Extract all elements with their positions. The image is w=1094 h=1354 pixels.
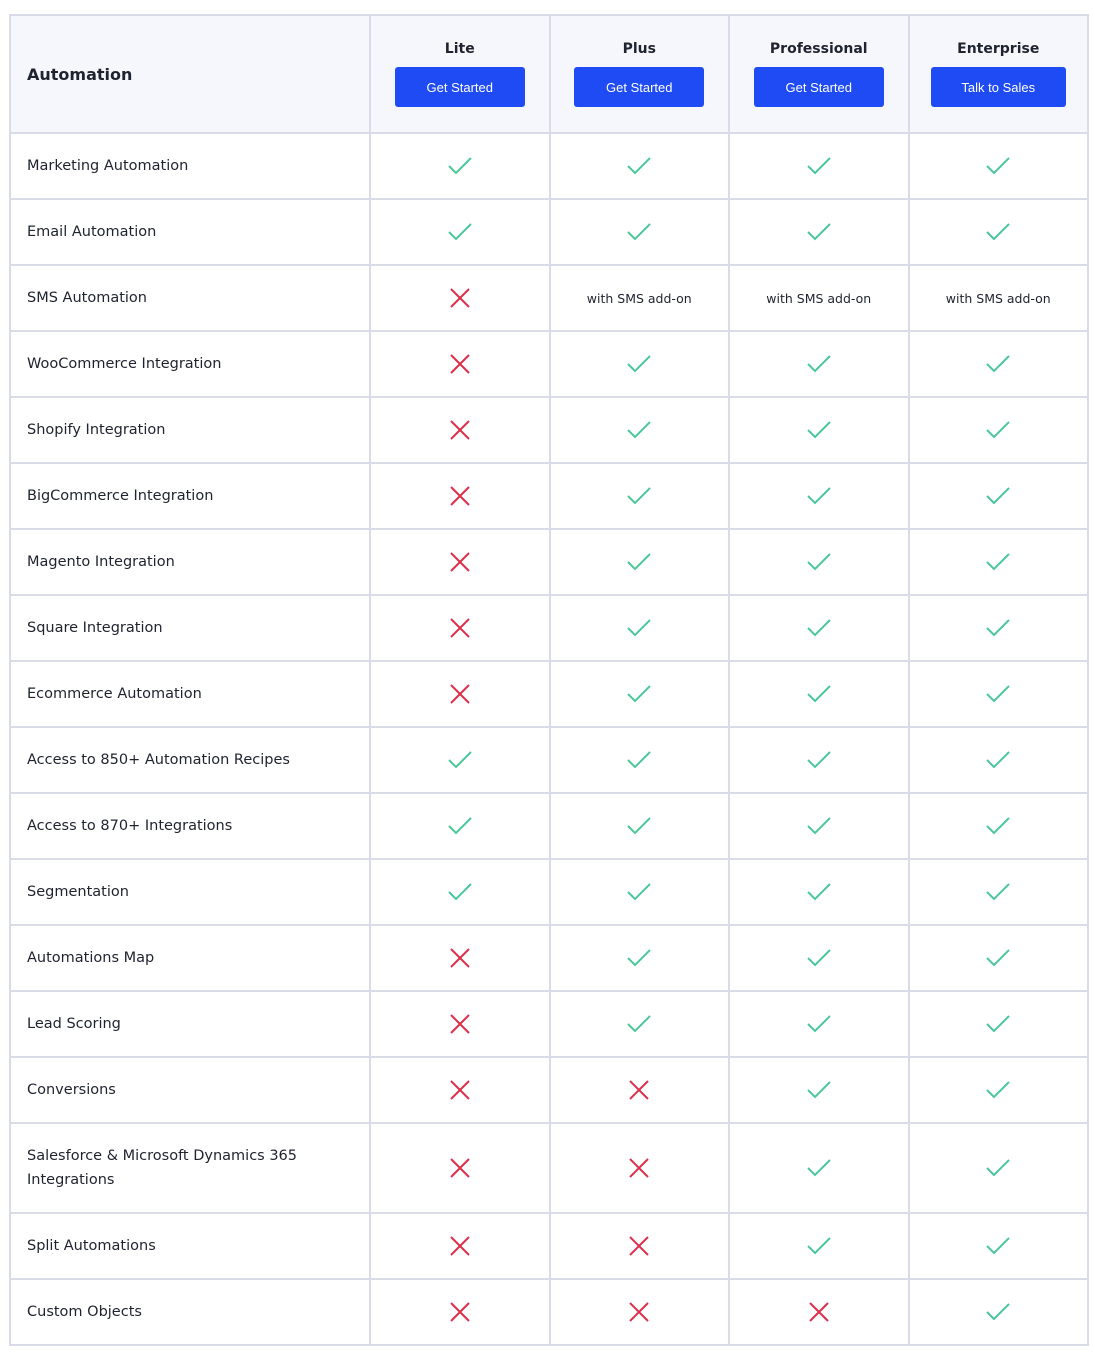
- feature-cell: [729, 1057, 909, 1123]
- feature-cell: [550, 727, 730, 793]
- table-row: [10, 397, 1088, 463]
- check-icon: [985, 1016, 1011, 1031]
- feature-label: Automations Map: [10, 925, 370, 991]
- feature-cell: [729, 991, 909, 1057]
- feature-cell: [550, 1123, 730, 1213]
- feature-cell: [370, 1213, 550, 1279]
- get-started-button[interactable]: Get Started: [395, 67, 525, 107]
- feature-label: SMS Automation: [10, 265, 370, 331]
- table-row: [10, 529, 1088, 595]
- feature-cell: [909, 133, 1089, 199]
- feature-cell: [550, 859, 730, 925]
- table-row: [10, 1213, 1088, 1279]
- table-row: [10, 661, 1088, 727]
- feature-cell: [729, 529, 909, 595]
- feature-cell: [550, 1279, 730, 1345]
- feature-cell: [370, 331, 550, 397]
- feature-cell: [550, 529, 730, 595]
- check-icon: [447, 224, 473, 239]
- table-row: [10, 925, 1088, 991]
- check-icon: [985, 884, 1011, 899]
- get-started-button[interactable]: Get Started: [754, 67, 884, 107]
- check-icon: [806, 224, 832, 239]
- check-icon: [806, 950, 832, 965]
- feature-cell: [370, 1123, 550, 1213]
- feature-cell: [370, 1057, 550, 1123]
- feature-cell: [909, 793, 1089, 859]
- feature-cell: [729, 661, 909, 727]
- feature-cell: [550, 331, 730, 397]
- feature-cell: [909, 1057, 1089, 1123]
- table-row: [10, 265, 1088, 331]
- check-icon: [985, 818, 1011, 833]
- check-icon: [626, 224, 652, 239]
- table-row: [10, 463, 1088, 529]
- check-icon: [985, 158, 1011, 173]
- feature-cell-note: with SMS add-on: [550, 265, 730, 331]
- table-row: [10, 1279, 1088, 1345]
- plan-name: Plus: [622, 41, 656, 57]
- feature-cell: [550, 463, 730, 529]
- cross-icon: [450, 620, 470, 635]
- table-row: [10, 727, 1088, 793]
- feature-label: Salesforce & Microsoft Dynamics 365 Integrations: [10, 1123, 370, 1213]
- automation-comparison-table: [9, 14, 1089, 1346]
- cross-icon: [450, 1304, 470, 1319]
- check-icon: [806, 884, 832, 899]
- check-icon: [447, 884, 473, 899]
- feature-cell: [729, 397, 909, 463]
- feature-cell: [909, 397, 1089, 463]
- cross-icon: [450, 1160, 470, 1175]
- table-row: [10, 991, 1088, 1057]
- check-icon: [626, 620, 652, 635]
- feature-label: Custom Objects: [10, 1279, 370, 1345]
- check-icon: [626, 752, 652, 767]
- feature-cell: [909, 859, 1089, 925]
- feature-cell: [550, 397, 730, 463]
- section-title: Automation: [10, 15, 370, 133]
- talk-to-sales-button[interactable]: Talk to Sales: [931, 67, 1066, 107]
- check-icon: [985, 950, 1011, 965]
- cross-icon: [450, 290, 470, 305]
- cross-icon: [450, 1016, 470, 1031]
- feature-cell: [550, 991, 730, 1057]
- cross-icon: [809, 1304, 829, 1319]
- feature-label: Access to 850+ Automation Recipes: [10, 727, 370, 793]
- check-icon: [806, 1082, 832, 1097]
- feature-cell: [550, 1057, 730, 1123]
- feature-cell: [909, 331, 1089, 397]
- plan-header-lite: [370, 15, 550, 133]
- check-icon: [985, 1238, 1011, 1253]
- feature-cell: [729, 859, 909, 925]
- plan-header-professional: [729, 15, 909, 133]
- check-icon: [626, 818, 652, 833]
- check-icon: [985, 554, 1011, 569]
- feature-cell: [550, 1213, 730, 1279]
- check-icon: [985, 620, 1011, 635]
- feature-cell: [370, 265, 550, 331]
- check-icon: [806, 356, 832, 371]
- feature-label: WooCommerce Integration: [10, 331, 370, 397]
- plan-header-plus: [550, 15, 730, 133]
- plan-name: Lite: [444, 41, 475, 57]
- feature-cell: [729, 199, 909, 265]
- feature-cell: [370, 397, 550, 463]
- check-icon: [806, 488, 832, 503]
- feature-cell: [370, 199, 550, 265]
- check-icon: [447, 158, 473, 173]
- feature-cell: [550, 595, 730, 661]
- table-row: [10, 199, 1088, 265]
- feature-cell: [550, 199, 730, 265]
- check-icon: [985, 752, 1011, 767]
- table-row: [10, 133, 1088, 199]
- feature-cell: [729, 463, 909, 529]
- feature-cell: [370, 1279, 550, 1345]
- feature-label: Access to 870+ Integrations: [10, 793, 370, 859]
- check-icon: [626, 884, 652, 899]
- feature-cell: [909, 463, 1089, 529]
- cross-icon: [450, 356, 470, 371]
- check-icon: [626, 686, 652, 701]
- feature-cell: [909, 991, 1089, 1057]
- check-icon: [806, 422, 832, 437]
- feature-label: Conversions: [10, 1057, 370, 1123]
- check-icon: [806, 554, 832, 569]
- check-icon: [806, 1238, 832, 1253]
- check-icon: [626, 356, 652, 371]
- cross-icon: [450, 686, 470, 701]
- feature-cell: [729, 1213, 909, 1279]
- feature-cell: [370, 793, 550, 859]
- feature-label: Split Automations: [10, 1213, 370, 1279]
- feature-cell: [370, 661, 550, 727]
- feature-cell: [370, 529, 550, 595]
- feature-label: Lead Scoring: [10, 991, 370, 1057]
- feature-cell: [729, 727, 909, 793]
- feature-cell: [550, 793, 730, 859]
- get-started-button[interactable]: Get Started: [574, 67, 704, 107]
- check-icon: [447, 752, 473, 767]
- feature-cell: [909, 199, 1089, 265]
- feature-cell: [729, 595, 909, 661]
- check-icon: [626, 158, 652, 173]
- feature-cell: [729, 133, 909, 199]
- table-row: [10, 331, 1088, 397]
- feature-cell: [729, 331, 909, 397]
- plan-name: Professional: [769, 41, 868, 57]
- table-row: [10, 1057, 1088, 1123]
- check-icon: [985, 422, 1011, 437]
- cross-icon: [450, 554, 470, 569]
- table-row: [10, 1123, 1088, 1213]
- feature-cell: [550, 661, 730, 727]
- check-icon: [626, 422, 652, 437]
- cross-icon: [450, 1082, 470, 1097]
- feature-cell-note: with SMS add-on: [909, 265, 1089, 331]
- cross-icon: [629, 1238, 649, 1253]
- feature-cell: [729, 925, 909, 991]
- feature-cell: [370, 595, 550, 661]
- feature-label: Magento Integration: [10, 529, 370, 595]
- check-icon: [806, 752, 832, 767]
- feature-cell: [909, 727, 1089, 793]
- check-icon: [806, 818, 832, 833]
- cross-icon: [450, 488, 470, 503]
- plan-header-enterprise: [909, 15, 1089, 133]
- feature-cell: [909, 925, 1089, 991]
- feature-cell: [370, 859, 550, 925]
- feature-cell-note: with SMS add-on: [729, 265, 909, 331]
- feature-cell: [909, 1123, 1089, 1213]
- check-icon: [985, 1304, 1011, 1319]
- feature-label: Ecommerce Automation: [10, 661, 370, 727]
- cross-icon: [629, 1082, 649, 1097]
- feature-cell: [550, 133, 730, 199]
- check-icon: [626, 1016, 652, 1031]
- plan-name: Enterprise: [957, 41, 1040, 57]
- check-icon: [806, 158, 832, 173]
- table-row: [10, 595, 1088, 661]
- feature-cell: [909, 595, 1089, 661]
- feature-label: Square Integration: [10, 595, 370, 661]
- check-icon: [626, 554, 652, 569]
- check-icon: [806, 620, 832, 635]
- cross-icon: [629, 1160, 649, 1175]
- feature-cell: [909, 1213, 1089, 1279]
- check-icon: [447, 818, 473, 833]
- check-icon: [626, 488, 652, 503]
- cross-icon: [450, 422, 470, 437]
- check-icon: [806, 1160, 832, 1175]
- table-row: [10, 859, 1088, 925]
- feature-cell: [729, 1123, 909, 1213]
- table-row: [10, 793, 1088, 859]
- feature-cell: [909, 661, 1089, 727]
- feature-cell: [550, 925, 730, 991]
- feature-cell: [370, 463, 550, 529]
- feature-label: BigCommerce Integration: [10, 463, 370, 529]
- feature-cell: [729, 793, 909, 859]
- check-icon: [985, 224, 1011, 239]
- feature-label: Marketing Automation: [10, 133, 370, 199]
- check-icon: [985, 686, 1011, 701]
- feature-label: Shopify Integration: [10, 397, 370, 463]
- feature-cell: [370, 133, 550, 199]
- cross-icon: [450, 950, 470, 965]
- check-icon: [806, 686, 832, 701]
- feature-cell: [370, 991, 550, 1057]
- check-icon: [985, 356, 1011, 371]
- check-icon: [985, 488, 1011, 503]
- check-icon: [985, 1160, 1011, 1175]
- check-icon: [626, 950, 652, 965]
- feature-cell: [909, 529, 1089, 595]
- cross-icon: [629, 1304, 649, 1319]
- feature-cell: [729, 1279, 909, 1345]
- feature-cell: [909, 1279, 1089, 1345]
- feature-label: Email Automation: [10, 199, 370, 265]
- cross-icon: [450, 1238, 470, 1253]
- check-icon: [806, 1016, 832, 1031]
- check-icon: [985, 1082, 1011, 1097]
- feature-cell: [370, 727, 550, 793]
- feature-label: Segmentation: [10, 859, 370, 925]
- feature-cell: [370, 925, 550, 991]
